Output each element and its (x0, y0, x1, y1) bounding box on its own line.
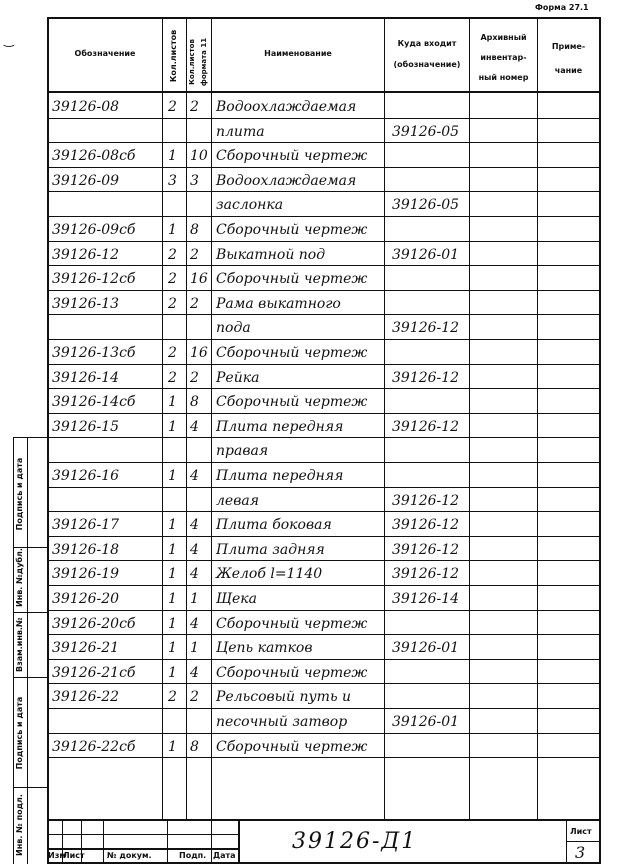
cell-name: Сборочный чертеж (216, 345, 368, 361)
cell-where: 39126-01 (392, 640, 460, 656)
cell-where: 39126-12 (392, 493, 460, 509)
cell-name: Выкатной под (216, 247, 326, 263)
row-line (47, 610, 601, 611)
side-label-inv-podl: Инв. № подл. (15, 794, 24, 856)
cell-name: Сборочный чертеж (216, 394, 368, 410)
row-line (47, 265, 601, 266)
row-line (47, 560, 601, 561)
cell-designation: 39126-13сб (52, 345, 136, 361)
header-archive-2: инвентар- (480, 53, 527, 62)
cell-c2: 8 (190, 739, 199, 755)
cell-where: 39126-12 (392, 517, 460, 533)
cell-c1: 1 (168, 542, 177, 558)
cell-c2: 4 (190, 566, 199, 582)
cell-name: Щека (216, 591, 257, 607)
cell-name: Сборочный чертеж (216, 616, 368, 632)
cell-c1: 2 (168, 99, 177, 115)
cell-c1: 1 (168, 222, 177, 238)
cell-c2: 16 (190, 271, 208, 287)
cell-designation: 39126-12 (52, 247, 120, 263)
header-archive-3: ный номер (478, 73, 529, 82)
cell-c2: 4 (190, 616, 199, 632)
cell-designation: 39126-15 (52, 419, 120, 435)
cell-c1: 3 (168, 173, 177, 189)
cell-where: 39126-05 (392, 124, 460, 140)
row-line (47, 659, 601, 660)
cell-c2: 2 (190, 689, 199, 705)
document-number: 39126-Д1 (292, 829, 418, 854)
header-note-1: Приме- (551, 42, 586, 51)
row-line (47, 216, 601, 217)
row-line (47, 733, 601, 734)
row-line (47, 191, 601, 192)
cell-c1: 2 (168, 689, 177, 705)
cell-designation: 39126-08 (52, 99, 120, 115)
row-line (47, 339, 601, 340)
row-line (47, 683, 601, 684)
cell-c1: 2 (168, 370, 177, 386)
row-line (47, 708, 601, 709)
row-line (47, 290, 601, 291)
header-archive-1: Архивный (480, 33, 527, 42)
cell-where: 39126-12 (392, 370, 460, 386)
cell-name: Рельсовый путь и (216, 689, 352, 705)
header-sheets-count-format: Кол.листов формата 11 (188, 37, 208, 87)
row-line (47, 585, 601, 586)
row-line (47, 314, 601, 315)
row-line (47, 511, 601, 512)
side-label-podp-data-1: Подпись и дата (15, 457, 24, 531)
form-label: Форма 27.1 (535, 3, 589, 12)
cell-c1: 1 (168, 739, 177, 755)
cell-name: Желоб l=1140 (216, 566, 323, 582)
cell-where: 39126-01 (392, 247, 460, 263)
row-line (47, 437, 601, 438)
cell-where: 39126-12 (392, 566, 460, 582)
row-line (47, 167, 601, 168)
row-line (47, 413, 601, 414)
cell-c1: 1 (168, 394, 177, 410)
row-line (47, 462, 601, 463)
cell-c2: 3 (190, 173, 199, 189)
sheet-label: Лист (570, 827, 592, 836)
cell-designation: 39126-20 (52, 591, 120, 607)
header-sheets-count: Кол.листов (169, 29, 178, 83)
cell-c1: 1 (168, 419, 177, 435)
row-line (47, 487, 601, 488)
tb-podp: Подп. (179, 851, 207, 860)
tb-doc-no: № докум. (107, 851, 152, 860)
cell-designation: 39126-12сб (52, 271, 136, 287)
header-where-used-1: Куда входит (397, 39, 457, 48)
cell-name: плита (216, 124, 265, 140)
cell-name: Рейка (216, 370, 260, 386)
cell-c1: 1 (168, 148, 177, 164)
cell-name: Плита передняя (216, 419, 344, 435)
cell-designation: 39126-21 (52, 640, 120, 656)
cell-where: 39126-12 (392, 542, 460, 558)
cell-c2: 16 (190, 345, 208, 361)
cell-c1: 1 (168, 665, 177, 681)
cell-name: Плита задняя (216, 542, 325, 558)
cell-c1: 2 (168, 296, 177, 312)
cell-name: Плита боковая (216, 517, 332, 533)
cell-c2: 2 (190, 99, 199, 115)
side-label-inv-dubl: Инв. №дубл. (15, 548, 24, 607)
cell-where: 39126-12 (392, 320, 460, 336)
cell-c1: 1 (168, 517, 177, 533)
cell-name: Сборочный чертеж (216, 148, 368, 164)
cell-where: 39126-01 (392, 714, 460, 730)
cell-c1: 2 (168, 271, 177, 287)
row-line (47, 536, 601, 537)
cell-c1: 2 (168, 247, 177, 263)
cell-c2: 1 (190, 591, 199, 607)
header-note-2: чание (554, 66, 583, 75)
tb-list: Лист (63, 851, 85, 860)
cell-designation: 39126-14 (52, 370, 120, 386)
cell-name: Водоохлаждаемая (216, 99, 357, 115)
row-line (47, 364, 601, 365)
cell-designation: 39126-22 (52, 689, 120, 705)
cell-c2: 1 (190, 640, 199, 656)
cell-c1: 1 (168, 591, 177, 607)
side-label-podp-data-2: Подпись и дата (15, 696, 24, 770)
cell-name: песочный затвор (216, 714, 348, 730)
sheet-number: 3 (575, 843, 586, 862)
cell-designation: 39126-17 (52, 517, 120, 533)
cell-c2: 8 (190, 222, 199, 238)
row-line (47, 142, 601, 143)
row-line (47, 757, 601, 758)
cell-name: левая (216, 493, 259, 509)
cell-name: Сборочный чертеж (216, 222, 368, 238)
row-line (47, 118, 601, 119)
cell-c2: 2 (190, 370, 199, 386)
row-line (47, 241, 601, 242)
tb-data: Дата (213, 851, 236, 860)
cell-name: Водоохлаждаемая (216, 173, 357, 189)
row-line (47, 388, 601, 389)
cell-where: 39126-14 (392, 591, 460, 607)
header-designation: Обозначение (74, 49, 136, 58)
cell-where: 39126-12 (392, 419, 460, 435)
header-where-used-2: (обозначение) (393, 60, 461, 69)
cell-designation: 39126-14сб (52, 394, 136, 410)
cell-name: Рама выкатного (216, 296, 341, 312)
cell-designation: 39126-19 (52, 566, 120, 582)
cell-c2: 4 (190, 665, 199, 681)
cell-c1: 1 (168, 640, 177, 656)
cell-c1: 1 (168, 616, 177, 632)
cell-designation: 39126-16 (52, 468, 120, 484)
row-line (47, 634, 601, 635)
cell-c2: 4 (190, 517, 199, 533)
cell-designation: 39126-13 (52, 296, 120, 312)
cell-c2: 8 (190, 394, 199, 410)
cell-c2: 2 (190, 296, 199, 312)
cell-c2: 4 (190, 419, 199, 435)
cell-designation: 39126-18 (52, 542, 120, 558)
tb-izm: Изм (48, 851, 66, 860)
cell-where: 39126-05 (392, 197, 460, 213)
cell-name: правая (216, 443, 269, 459)
cell-c1: 1 (168, 566, 177, 582)
cell-name: Сборочный чертеж (216, 739, 368, 755)
cell-designation: 39126-21сб (52, 665, 136, 681)
cell-designation: 39126-08сб (52, 148, 136, 164)
side-label-vzam: Взам.инв.№ (15, 617, 24, 672)
cell-name: заслонка (216, 197, 284, 213)
cell-c2: 4 (190, 542, 199, 558)
cell-designation: 39126-09сб (52, 222, 136, 238)
cell-designation: 39126-20сб (52, 616, 136, 632)
cell-name: Плита передняя (216, 468, 344, 484)
cell-c2: 2 (190, 247, 199, 263)
margin-mark: ‿ (4, 33, 14, 47)
cell-name: Цепь катков (216, 640, 313, 656)
cell-c1: 1 (168, 468, 177, 484)
cell-name: пода (216, 320, 251, 336)
cell-c2: 10 (190, 148, 208, 164)
cell-c2: 4 (190, 468, 199, 484)
cell-name: Сборочный чертеж (216, 271, 368, 287)
header-name: Наименование (264, 49, 332, 58)
cell-c1: 2 (168, 345, 177, 361)
cell-name: Сборочный чертеж (216, 665, 368, 681)
cell-designation: 39126-22сб (52, 739, 136, 755)
cell-designation: 39126-09 (52, 173, 120, 189)
